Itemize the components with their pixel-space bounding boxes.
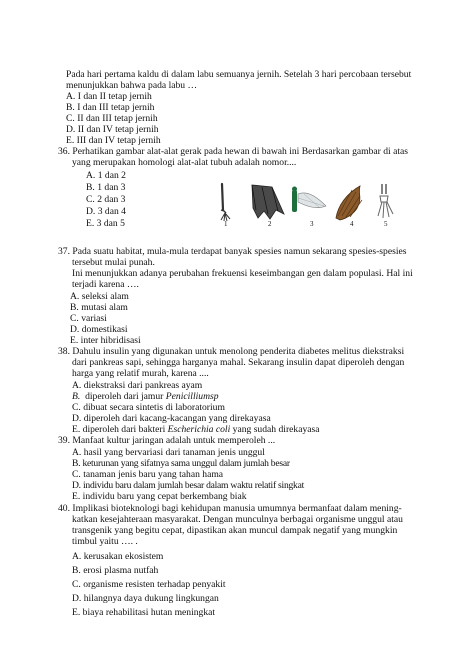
intro-line-1: Pada hari pertama kaldu di dalam labu semuanya jernih. Setelah 3 hari percobaan tersebut	[66, 69, 412, 80]
limb-3-insect-wing-icon	[292, 187, 326, 213]
q36-line-2: yang merupakan homologi alat-alat tubuh adalah nomor....	[72, 157, 297, 168]
q38-line-1: 38. Dahulu insulin yang digunakan untuk menolong penderita diabetes melitus diekstraksi	[58, 346, 405, 357]
limb-4-bird-wing-icon	[336, 186, 362, 220]
q37-option-e: E. inter hibridisasi	[70, 335, 141, 346]
q39-option-a: A. hasil yang bervariasi dari tanaman jenis unggul	[72, 447, 265, 458]
q36-option-a: A. 1 dan 2	[86, 170, 126, 181]
figure-label-4: 4	[350, 220, 354, 226]
q40-line-4: timbul yaitu …. .	[72, 536, 138, 547]
limb-5-bone-icon	[378, 184, 393, 218]
q37-line-2: tersebut mulai punah.	[72, 257, 155, 268]
q40-option-b: B. erosi plasma nutfah	[72, 565, 159, 576]
q38-option-c: C. dibuat secara sintetis di laboratorium	[72, 402, 225, 413]
q40-line-1: 40. Implikasi bioteknologi bagi kehidupan manusia umumnya bermanfaat dalam mening-	[58, 503, 402, 514]
q36-line-1: 36. Perhatikan gambar alat-alat gerak pada hewan di bawah ini Berdasarkan gambar di atas	[58, 146, 409, 157]
q38-line-2: dari pankreas sapi, sehingga harganya mahal. Sekarang insulin dapat diperoleh dengan	[72, 357, 405, 368]
q37-option-c: C. variasi	[70, 313, 107, 324]
q38-option-b	[72, 391, 219, 402]
intro-option-d: D. II dan IV tetap jernih	[66, 124, 159, 135]
q39-option-c: C. tanaman jenis baru yang tahan hama	[72, 469, 224, 480]
q39-line-1: 39. Manfaat kultur jaringan adalah untuk memperoleh ...	[58, 435, 276, 446]
q39-option-e: E. individu baru yang cepat berkembang biak	[72, 491, 247, 502]
homologous-limbs-figure	[212, 180, 408, 226]
intro-line-2: menunjukkan bahwa pada labu …	[66, 80, 198, 91]
limb-1-bone-icon	[221, 184, 230, 221]
figure-label-3: 3	[310, 220, 314, 226]
q38-line-3: harga yang relatif murah, karena ....	[72, 368, 209, 379]
q37-option-a: A. seleksi alam	[70, 291, 129, 302]
q36-option-d: D. 3 dan 4	[86, 206, 126, 217]
q36-option-c: C. 2 dan 3	[86, 194, 126, 205]
q40-option-a: A. kerusakan ekosistem	[72, 551, 164, 562]
q39-option-b: B. keturunan yang sifatnya sama unggul dalam jumlah besar	[72, 458, 290, 469]
q39-option-d: D. individu baru dalam jumlah besar dalam waktu relatif singkat	[72, 480, 305, 491]
q38-option-e-text: E. diperoleh dari bakteri	[72, 424, 168, 435]
intro-option-a: A. I dan II tetap jernih	[66, 91, 152, 102]
q38-option-b-italic: Penicilliumsp	[165, 391, 219, 402]
q37-option-b: B. mutasi alam	[70, 302, 128, 313]
intro-option-e: E. III dan IV tetap jernih	[66, 135, 161, 146]
q38-option-a: A. diekstraksi dari pankreas ayam	[72, 380, 203, 391]
q37-line-3: Ini menunjukkan adanya perubahan frekuensi keseimbangan gen dalam populasi. Hal ini	[72, 268, 413, 279]
q36-option-e: E. 3 dan 5	[86, 218, 125, 229]
figure-label-1: 1	[224, 220, 228, 226]
q36-option-b: B. 1 dan 3	[86, 182, 126, 193]
figure-label-2: 2	[268, 220, 272, 226]
intro-option-c: C. II dan III tetap jernih	[66, 113, 158, 124]
q38-option-e-tail: yang sudah direkayasa	[230, 424, 320, 435]
q40-line-2: katkan kesejahteraan masyarakat. Dengan munculnya berbagai organisme unggul atau	[72, 514, 403, 525]
limb-2-bat-wing-icon	[252, 185, 284, 219]
q38-option-e-italic: Escherichia coli	[167, 424, 231, 435]
q40-option-d: D. hilangnya daya dukung lingkungan	[72, 593, 219, 604]
q40-line-3: transgenik yang begitu cepat, dipastikan akan muncul dampak negatif yang mungkin	[72, 525, 398, 536]
figure-label-5: 5	[384, 220, 388, 226]
q38-option-b-letter: B.	[72, 391, 81, 402]
q37-option-d: D. domestikasi	[70, 324, 128, 335]
q38-option-b-text: diperoleh dari jamur	[85, 391, 166, 402]
q38-option-d: D. diperoleh dari kacang-kacangan yang direkayasa	[72, 413, 271, 424]
q37-line-1: 37. Pada suatu habitat, mula-mula terdapat banyak spesies namun sekarang spesies-spesies	[58, 246, 407, 257]
q40-option-c: C. organisme resisten terhadap penyakit	[72, 579, 226, 590]
q37-line-4: terjadi karena ….	[72, 279, 139, 290]
q40-option-e: E. biaya rehabilitasi hutan meningkat	[72, 607, 216, 618]
intro-option-b: B. I dan III tetap jernih	[66, 102, 155, 113]
q38-option-e	[72, 424, 320, 435]
